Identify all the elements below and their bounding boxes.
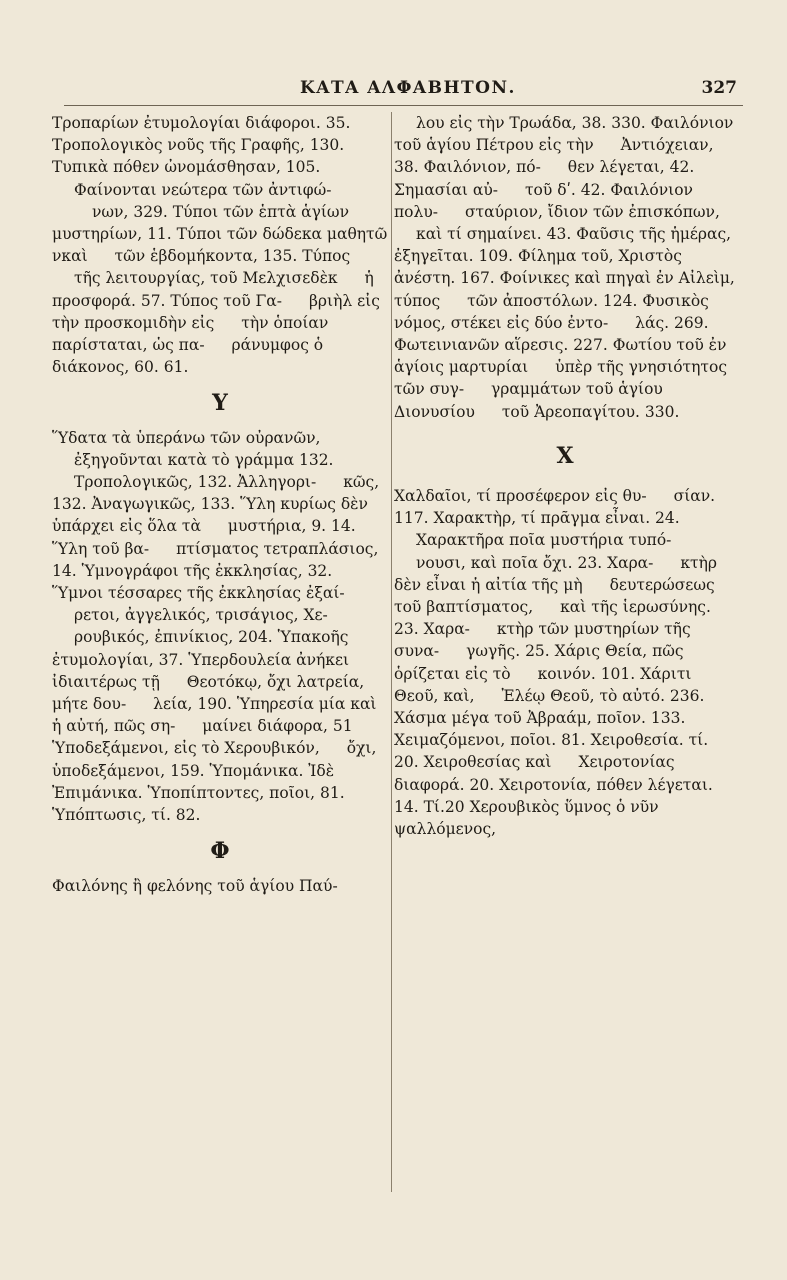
index-line: τῆς λειτουργίας, τοῦ Μελχισεδὲκ bbox=[74, 269, 338, 288]
index-line: Χαλδαῖοι, τί προσέφερον εἰς θυ- bbox=[394, 487, 647, 506]
index-line: γωγῆς. 25. bbox=[466, 642, 550, 661]
index-line: Τυπικὰ πόθεν ὠνομάσθησαν, 105. bbox=[52, 158, 321, 177]
index-line: δευτερώσεως τοῦ βαπτίσματος, bbox=[394, 575, 715, 617]
index-line: ἡ προσφορά. 57. Τύπος τοῦ Γα- bbox=[52, 269, 374, 310]
column-divider bbox=[391, 112, 392, 1192]
index-line: Φαίνονται νεώτερα τῶν ἀντιφώ- bbox=[74, 180, 332, 199]
index-line: ὄχι, ὑποδεξάμενοι, 159. bbox=[52, 739, 377, 780]
index-line: ἐξηγοῦνται κατὰ τὸ γράμμα 132. bbox=[74, 450, 334, 469]
index-line: 11. Τύποι τῶν δώδεκα μαθητῶ νκαὶ bbox=[52, 225, 388, 266]
index-line: τοῦ δʹ. 42. Φαιλόνιον πολυ- bbox=[394, 180, 693, 221]
index-line: νων, 329. bbox=[92, 202, 168, 221]
index-line: Φωτίου τοῦ ἐν ἁγίοις μαρτυρίαι bbox=[394, 336, 727, 377]
index-line: μαίνει διάφορα, 51 bbox=[202, 717, 353, 736]
index-line: κοινόν. 101. Χάριτι Θεοῦ, καὶ, bbox=[394, 664, 692, 705]
section-letter-upsilon: Υ bbox=[212, 390, 228, 417]
index-line: ρετοι, ἀγγελικός, τρισάγιος, Χε- bbox=[74, 606, 328, 625]
index-line: Φυσικὸς νόμος, στέκει εἰς δύο ἐντο- bbox=[394, 291, 709, 332]
index-line: Ὕμνοι τέσσαρες τῆς ἐκκλησίας ἐξαί- bbox=[52, 584, 345, 603]
section-letter-chi: Χ bbox=[556, 442, 574, 469]
index-line: Ἀντιόχειαν, 38. Φαιλόνιον, πό- bbox=[394, 136, 714, 177]
index-line: Χάρις Θεία, πῶς ὁρίζεται εἰς τὸ bbox=[394, 642, 684, 683]
index-line: Ὑποδεξάμενοι, εἰς τὸ Χερουβικόν, bbox=[52, 739, 320, 758]
index-line: γραμμάτων τοῦ ἁγίου Διονυσίου bbox=[394, 380, 663, 421]
right-column bbox=[394, 112, 736, 840]
index-line: ρουβικός, ἐπινίκιος, 204. bbox=[74, 628, 273, 647]
index-line: Φαῦσις τῆς ἡμέρας, ἐξηγεῖται. 109. bbox=[394, 225, 732, 266]
index-line: βριὴλ εἰς τὴν προσκομιδὴν εἰς bbox=[52, 291, 380, 332]
index-line: πτίσματος τετραπλάσιος, 14. bbox=[52, 539, 379, 580]
index-line: Ὑπακοῆς ἐτυμολογίαι, 37. bbox=[52, 628, 349, 669]
index-line: Ὕλη κυρίως δὲν ὑπάρχει εἰς ὅλα τὰ bbox=[52, 495, 368, 536]
index-line: Ὕδατα τὰ ὑπεράνω τῶν οὐρανῶν, bbox=[52, 428, 321, 447]
index-line: καὶ τί σημαίνει. 43. bbox=[416, 225, 572, 244]
header-title: ΚΑΤΑ ΑΛΦΑΒΗΤΟΝ. bbox=[300, 78, 516, 98]
left-block-3 bbox=[52, 875, 388, 897]
page-number: 327 bbox=[701, 78, 737, 98]
index-line: Φαιλόνης ἢ φελόνης τοῦ ἁγίου Παύ- bbox=[52, 876, 338, 895]
index-line: Ὑμνογράφοι τῆς ἐκκλησίας, 32. bbox=[81, 561, 333, 580]
index-line: σίαν. 117. bbox=[394, 487, 716, 528]
index-line: τοῦ Ἀρεοπαγίτου. 330. bbox=[501, 402, 680, 421]
index-line: καὶ τῆς ἱερωσύνης. 23. Χαρα- bbox=[394, 598, 711, 639]
index-line: Φίλημα τοῦ, Χριστὸς ἀνέστη. 167. bbox=[394, 247, 682, 288]
index-line: Ὑπερδουλεία ἀνήκει ἰδιαιτέρως τῇ bbox=[52, 650, 350, 691]
index-line: λου εἰς τὴν Τρωάδα, 38. 330. bbox=[416, 114, 646, 132]
index-line: κῶς, 132. Ἀναγωγικῶς, 133. bbox=[52, 473, 380, 514]
index-line: Θεοτόκῳ, ὄχι λατρεία, μήτε δου- bbox=[52, 672, 365, 714]
index-line: τῶν ἀποστόλων. 124. bbox=[467, 291, 638, 310]
index-line: Φοίνικες καὶ πηγαὶ ἐν Αἰλεὶμ, τύπος bbox=[394, 269, 735, 310]
index-line: μυστήρια, 9. 14. Ὕλη τοῦ βα- bbox=[52, 517, 356, 558]
index-line: Χαρακτὴρ, τί πρᾶγμα εἶναι. 24. bbox=[433, 509, 680, 528]
header-rule bbox=[64, 105, 743, 106]
right-block-2 bbox=[394, 485, 736, 840]
index-line: Ἐλέῳ Θεοῦ, τὸ αὐτό. 236. bbox=[501, 686, 705, 705]
left-block-2 bbox=[52, 427, 388, 827]
section-letter-phi: Φ bbox=[210, 838, 230, 865]
index-line: Τροπολογικὸς νοῦς τῆς Γραφῆς, 130. bbox=[52, 136, 345, 155]
index-line: Χαρακτῆρα ποῖα μυστήρια τυπό- bbox=[416, 531, 672, 550]
index-line: Χάσμα μέγα τοῦ Ἀβραάμ, ποῖον. bbox=[394, 709, 646, 728]
index-line: Τροπολογικῶς, 132. Ἀλληγορι- bbox=[74, 473, 317, 492]
index-line: τῶν ἑβδομήκοντα, 135. Τύπος bbox=[114, 247, 351, 266]
index-line: κτὴρ τῶν μυστηρίων τῆς συνα- bbox=[394, 620, 691, 661]
index-line: Χειροτονία, πόθεν λέγεται. 14. Τί.20 bbox=[394, 775, 713, 816]
index-line: Χειμαζόμενοι, ποῖοι. 81. bbox=[394, 731, 586, 750]
index-line: Φαιλόνιον τοῦ ἁγίου Πέτρου εἰς τὴν bbox=[394, 114, 734, 155]
index-line: Χερουβικὸς ὕμνος ὁ νῦν ψαλλόμενος, bbox=[394, 797, 659, 839]
index-line: τὴν ὁποίαν παρίσταται, ὡς πα- bbox=[52, 313, 329, 355]
left-column bbox=[52, 112, 388, 897]
index-line: Φωτεινιανῶν αἵρεσις. 227. bbox=[394, 336, 608, 355]
index-line: ράνυμφος ὁ διάκονος, 60. 61. bbox=[52, 336, 324, 377]
index-line: νουσι, καὶ ποῖα ὄχι. 23. Χαρα- bbox=[416, 553, 654, 572]
index-line: 133. bbox=[650, 709, 686, 728]
index-line: Ὑπομάνικα. Ἰδὲ Ἐπιμάνικα. bbox=[52, 761, 335, 802]
index-line: Ὑπόπτωσις, τί. 82. bbox=[52, 806, 201, 825]
index-line: κτὴρ δὲν εἶναι ἡ αἰτία τῆς μὴ bbox=[394, 553, 717, 594]
index-line: Χειροθεσία. τί. 20. Χειροθεσίας καὶ bbox=[394, 731, 709, 772]
index-line: Χειροτονίας διαφορά. 20. bbox=[394, 753, 675, 794]
left-block-1 bbox=[52, 112, 388, 378]
index-line: λάς. 269. bbox=[635, 313, 709, 332]
index-line: Ὑποπίπτοντες, ποῖοι, 81. bbox=[147, 783, 345, 802]
index-line: Τύποι τῶν ἑπτὰ ἁγίων μυστηρίων, bbox=[52, 202, 349, 244]
index-line: θεν λέγεται, 42. Σημασίαι αὐ- bbox=[394, 158, 695, 199]
index-line: ὑπὲρ τῆς γνησιότητος τῶν συγ- bbox=[394, 358, 728, 399]
index-line: 35. bbox=[325, 114, 351, 132]
index-line: Τροπαρίων ἐτυμολογίαι διάφοροι. bbox=[52, 114, 321, 132]
index-line: σταύριον, ἴδιον τῶν ἐπισκόπων, bbox=[464, 202, 720, 221]
index-line: λεία, 190. bbox=[153, 695, 232, 714]
index-line: Ὑπηρεσία μία καὶ ἡ αὐτή, πῶς ση- bbox=[52, 695, 377, 736]
running-header bbox=[0, 78, 787, 102]
right-block-1 bbox=[394, 112, 736, 423]
